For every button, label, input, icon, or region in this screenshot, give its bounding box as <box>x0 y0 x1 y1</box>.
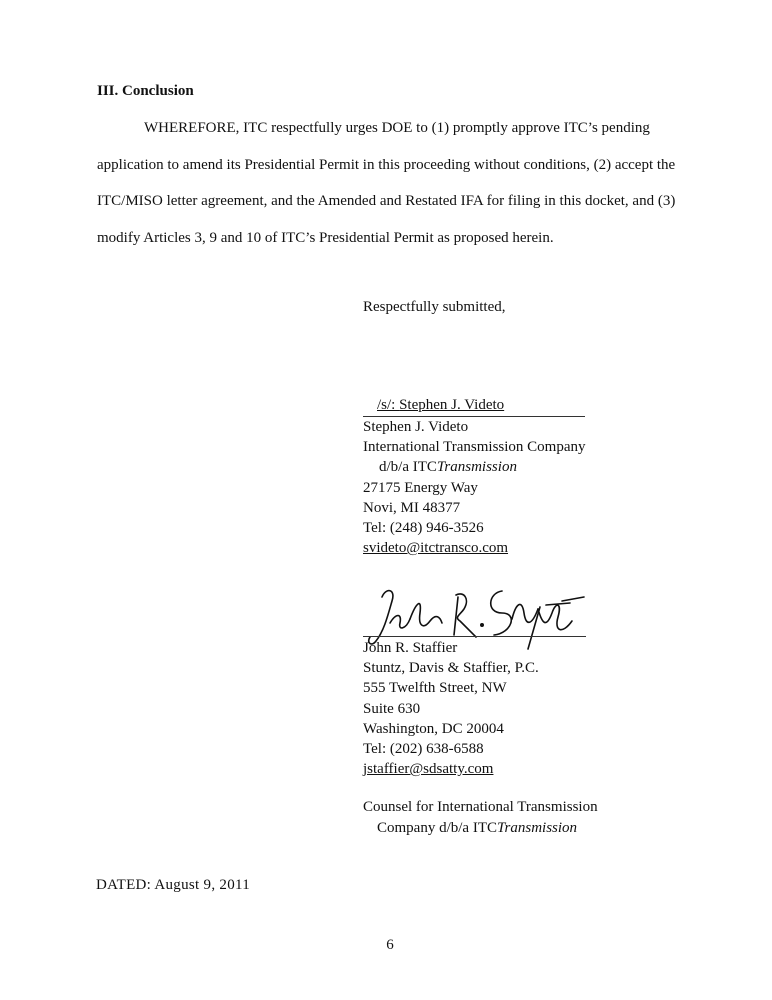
conclusion-paragraph <box>97 110 682 256</box>
signer2-block <box>363 638 539 779</box>
counsel-note <box>363 797 598 839</box>
signer2-name: John R. Staffier <box>363 640 458 656</box>
signer2-street: 555 Twelfth Street, NW <box>363 680 507 697</box>
s-signature-name: Stephen J. Videto <box>399 397 505 413</box>
signer1-dba: d/b/a ITCTransmission <box>379 459 517 476</box>
signer1-block <box>363 417 586 558</box>
signer2-suite: Suite 630 <box>363 700 421 717</box>
counsel-line-1: Counsel for International Transmission <box>363 799 598 815</box>
signer1-email-link[interactable]: svideto@itctransco.com <box>363 540 509 557</box>
signer1-company: International Transmission Company <box>363 439 586 456</box>
signature-rule <box>363 636 586 637</box>
electronic-signature-line <box>363 397 585 417</box>
dated-line: DATED: August 9, 2011 <box>96 877 251 893</box>
paragraph-rest: application to amend its Presidential Permit in this proceeding without conditions, (2) accept the ITC/MISO letter agreement, and the Amended and Restated IFA for filing in this docket, and (3) modify Articles 3, 9 and 10 of ITC’s Presidential Permit as proposed herein. <box>97 156 676 246</box>
signer1-tel: Tel: (248) 946-3526 <box>363 520 484 537</box>
closing-text: Respectfully submitted, <box>363 299 506 315</box>
signer1-city: Novi, MI 48377 <box>363 499 461 516</box>
s-prefix: /s/: <box>377 397 400 413</box>
page-number: 6 <box>386 937 394 953</box>
signer1-street: 27175 Energy Way <box>363 479 478 496</box>
counsel-line-2: Company d/b/a ITCTransmission <box>377 820 578 836</box>
signer2-email-link[interactable]: jstaffier@sdsatty.com <box>363 761 494 778</box>
signer2-firm: Stuntz, Davis & Staffier, P.C. <box>363 660 539 677</box>
signer2-city: Washington, DC 20004 <box>363 720 504 737</box>
signer2-tel: Tel: (202) 638-6588 <box>363 741 484 758</box>
signer1-name: Stephen J. Videto <box>363 419 469 435</box>
paragraph-line-1: WHEREFORE, ITC respectfully urges DOE to (1) promptly approve ITC’s pending <box>144 120 650 136</box>
section-heading: III. Conclusion <box>97 83 194 99</box>
